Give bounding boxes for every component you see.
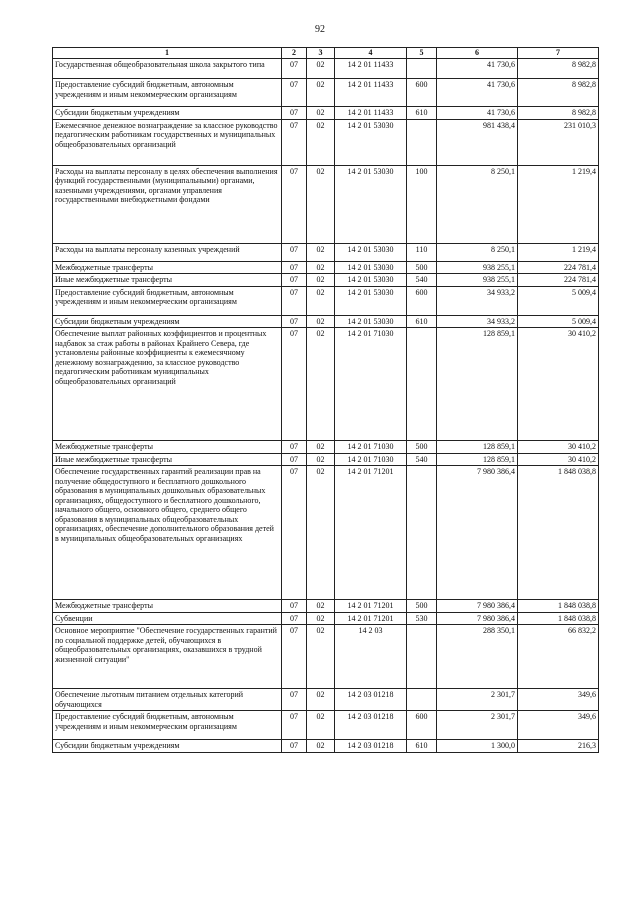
expense-type-cell (407, 689, 437, 711)
amount-cell-col7: 349,6 (518, 689, 599, 711)
target-article-cell: 14 2 01 53030 (335, 274, 407, 287)
table-row (53, 740, 599, 753)
header-cell: 5 (407, 48, 437, 59)
header-cell: 7 (518, 48, 599, 59)
expense-type-cell: 610 (407, 107, 437, 120)
table-row (53, 274, 599, 287)
amount-cell-col6: 41 730,6 (437, 107, 518, 120)
expense-type-cell (407, 119, 437, 165)
expense-type-cell: 500 (407, 441, 437, 454)
target-article-cell: 14 2 01 53030 (335, 261, 407, 274)
description-cell: Обеспечение государственных гарантий реализации прав на получение общедоступного и бесплатного дошкольного образования в муниципальных дошкольных образовательных организациях, общедоступного и бесплатного дошкольного, начального общего, основного общего, среднего общего образования в муниципальных общеобразовательных организациях, обеспечение дополнительного образования детей в муниципальных общеобразовательных организациях (53, 466, 282, 600)
section-code-cell: 07 (282, 441, 307, 454)
description-cell: Межбюджетные трансферты (53, 600, 282, 613)
section-code-cell: 07 (282, 243, 307, 261)
expense-type-cell: 110 (407, 243, 437, 261)
table-row (53, 600, 599, 613)
target-article-cell: 14 2 01 53030 (335, 243, 407, 261)
amount-cell-col6: 2 301,7 (437, 689, 518, 711)
subsection-code-cell: 02 (307, 119, 335, 165)
table-row (53, 165, 599, 243)
amount-cell-col7: 8 982,8 (518, 107, 599, 120)
amount-cell-col7: 66 832,2 (518, 625, 599, 689)
expense-type-cell: 600 (407, 79, 437, 107)
expense-type-cell: 530 (407, 612, 437, 625)
subsection-code-cell: 02 (307, 59, 335, 79)
description-cell: Обеспечение льготным питанием отдельных категорий обучающихся (53, 689, 282, 711)
table-row (53, 79, 599, 107)
target-article-cell: 14 2 01 53030 (335, 315, 407, 328)
amount-cell-col6: 128 859,1 (437, 453, 518, 466)
target-article-cell: 14 2 01 11433 (335, 59, 407, 79)
amount-cell-col7: 30 410,2 (518, 328, 599, 441)
target-article-cell: 14 2 01 11433 (335, 107, 407, 120)
amount-cell-col6: 1 300,0 (437, 740, 518, 753)
page-number: 92 (315, 24, 325, 35)
header-cell: 4 (335, 48, 407, 59)
section-code-cell: 07 (282, 107, 307, 120)
description-cell: Предоставление субсидий бюджетным, автономным учреждениям и иным некоммерческим организациям (53, 286, 282, 315)
amount-cell-col7: 224 781,4 (518, 274, 599, 287)
target-article-cell: 14 2 01 53030 (335, 165, 407, 243)
subsection-code-cell: 02 (307, 689, 335, 711)
amount-cell-col7: 8 982,8 (518, 59, 599, 79)
subsection-code-cell: 02 (307, 328, 335, 441)
expense-type-cell: 610 (407, 740, 437, 753)
section-code-cell: 07 (282, 315, 307, 328)
section-code-cell: 07 (282, 612, 307, 625)
table-row (53, 711, 599, 740)
amount-cell-col7: 30 410,2 (518, 441, 599, 454)
subsection-code-cell: 02 (307, 453, 335, 466)
section-code-cell: 07 (282, 119, 307, 165)
subsection-code-cell: 02 (307, 441, 335, 454)
expense-type-cell: 100 (407, 165, 437, 243)
expense-type-cell: 540 (407, 453, 437, 466)
subsection-code-cell: 02 (307, 625, 335, 689)
target-article-cell: 14 2 01 71030 (335, 453, 407, 466)
expense-type-cell: 600 (407, 711, 437, 740)
section-code-cell: 07 (282, 286, 307, 315)
description-cell: Расходы на выплаты персоналу казенных учреждений (53, 243, 282, 261)
header-row (53, 48, 599, 59)
subsection-code-cell: 02 (307, 740, 335, 753)
target-article-cell: 14 2 01 71030 (335, 328, 407, 441)
amount-cell-col6: 8 250,1 (437, 243, 518, 261)
target-article-cell: 14 2 03 01218 (335, 740, 407, 753)
subsection-code-cell: 02 (307, 466, 335, 600)
amount-cell-col7: 231 010,3 (518, 119, 599, 165)
amount-cell-col7: 30 410,2 (518, 453, 599, 466)
section-code-cell: 07 (282, 625, 307, 689)
description-cell: Обеспечение выплат районных коэффициентов и процентных надбавок за стаж работы в районах Крайнего Севера, где установлены районные коэффициенты к ежемесячному денежному вознаграждению, за классное руководство педагогическим работникам муниципальных общеобразовательных организаций (53, 328, 282, 441)
amount-cell-col7: 8 982,8 (518, 79, 599, 107)
table-row (53, 107, 599, 120)
subsection-code-cell: 02 (307, 261, 335, 274)
description-cell: Иные межбюджетные трансферты (53, 453, 282, 466)
table-row (53, 261, 599, 274)
section-code-cell: 07 (282, 328, 307, 441)
subsection-code-cell: 02 (307, 274, 335, 287)
description-cell: Предоставление субсидий бюджетным, автономным учреждениям и иным некоммерческим организациям (53, 711, 282, 740)
amount-cell-col6: 288 350,1 (437, 625, 518, 689)
table-body (53, 59, 599, 753)
amount-cell-col7: 1 848 038,8 (518, 600, 599, 613)
table-row (53, 119, 599, 165)
amount-cell-col6: 41 730,6 (437, 79, 518, 107)
table-row (53, 286, 599, 315)
header-cell: 3 (307, 48, 335, 59)
section-code-cell: 07 (282, 79, 307, 107)
description-cell: Субсидии бюджетным учреждениям (53, 315, 282, 328)
expense-type-cell (407, 59, 437, 79)
section-code-cell: 07 (282, 274, 307, 287)
description-cell: Предоставление субсидий бюджетным, автономным учреждениям и иным некоммерческим организациям (53, 79, 282, 107)
description-cell: Ежемесячное денежное вознаграждение за классное руководство педагогическим работникам государственных и муниципальных общеобразовательных организаций (53, 119, 282, 165)
amount-cell-col6: 938 255,1 (437, 274, 518, 287)
header-cell: 6 (437, 48, 518, 59)
subsection-code-cell: 02 (307, 107, 335, 120)
subsection-code-cell: 02 (307, 600, 335, 613)
target-article-cell: 14 2 01 71201 (335, 600, 407, 613)
header-cell: 1 (53, 48, 282, 59)
amount-cell-col7: 224 781,4 (518, 261, 599, 274)
amount-cell-col7: 1 848 038,8 (518, 612, 599, 625)
target-article-cell: 14 2 01 71201 (335, 466, 407, 600)
target-article-cell: 14 2 03 (335, 625, 407, 689)
description-cell: Межбюджетные трансферты (53, 261, 282, 274)
table-row (53, 612, 599, 625)
description-cell: Расходы на выплаты персоналу в целях обеспечения выполнения функций государственными (муниципальными) органами, казенными учреждениями, органами управления государственными внебюджетными фондами (53, 165, 282, 243)
expense-type-cell (407, 466, 437, 600)
target-article-cell: 14 2 01 53030 (335, 119, 407, 165)
description-cell: Государственная общеобразовательная школа закрытого типа (53, 59, 282, 79)
expense-type-cell: 500 (407, 600, 437, 613)
budget-table (52, 47, 599, 753)
table-row (53, 59, 599, 79)
table-row (53, 243, 599, 261)
subsection-code-cell: 02 (307, 286, 335, 315)
amount-cell-col6: 128 859,1 (437, 441, 518, 454)
amount-cell-col6: 128 859,1 (437, 328, 518, 441)
description-cell: Субсидии бюджетным учреждениям (53, 107, 282, 120)
table-row (53, 315, 599, 328)
amount-cell-col6: 34 933,2 (437, 286, 518, 315)
amount-cell-col7: 216,3 (518, 740, 599, 753)
amount-cell-col7: 5 009,4 (518, 315, 599, 328)
amount-cell-col7: 1 848 038,8 (518, 466, 599, 600)
subsection-code-cell: 02 (307, 165, 335, 243)
amount-cell-col6: 34 933,2 (437, 315, 518, 328)
description-cell: Субвенции (53, 612, 282, 625)
table-row (53, 466, 599, 600)
description-cell: Межбюджетные трансферты (53, 441, 282, 454)
amount-cell-col6: 8 250,1 (437, 165, 518, 243)
expense-type-cell: 500 (407, 261, 437, 274)
section-code-cell: 07 (282, 689, 307, 711)
expense-type-cell: 540 (407, 274, 437, 287)
target-article-cell: 14 2 03 01218 (335, 689, 407, 711)
target-article-cell: 14 2 01 53030 (335, 286, 407, 315)
target-article-cell: 14 2 01 71201 (335, 612, 407, 625)
subsection-code-cell: 02 (307, 315, 335, 328)
section-code-cell: 07 (282, 59, 307, 79)
section-code-cell: 07 (282, 600, 307, 613)
section-code-cell: 07 (282, 740, 307, 753)
section-code-cell: 07 (282, 711, 307, 740)
amount-cell-col6: 7 980 386,4 (437, 600, 518, 613)
description-cell: Иные межбюджетные трансферты (53, 274, 282, 287)
amount-cell-col6: 938 255,1 (437, 261, 518, 274)
subsection-code-cell: 02 (307, 243, 335, 261)
amount-cell-col7: 1 219,4 (518, 243, 599, 261)
description-cell: Субсидии бюджетным учреждениям (53, 740, 282, 753)
amount-cell-col6: 981 438,4 (437, 119, 518, 165)
amount-cell-col6: 41 730,6 (437, 59, 518, 79)
table-row (53, 453, 599, 466)
table-row (53, 689, 599, 711)
amount-cell-col7: 349,6 (518, 711, 599, 740)
table-row (53, 328, 599, 441)
section-code-cell: 07 (282, 261, 307, 274)
header-cell: 2 (282, 48, 307, 59)
section-code-cell: 07 (282, 453, 307, 466)
amount-cell-col7: 1 219,4 (518, 165, 599, 243)
expense-type-cell: 600 (407, 286, 437, 315)
target-article-cell: 14 2 01 71030 (335, 441, 407, 454)
amount-cell-col6: 7 980 386,4 (437, 612, 518, 625)
expense-type-cell: 610 (407, 315, 437, 328)
section-code-cell: 07 (282, 165, 307, 243)
section-code-cell: 07 (282, 466, 307, 600)
subsection-code-cell: 02 (307, 711, 335, 740)
subsection-code-cell: 02 (307, 612, 335, 625)
expense-type-cell (407, 625, 437, 689)
amount-cell-col6: 2 301,7 (437, 711, 518, 740)
table-row (53, 625, 599, 689)
expense-type-cell (407, 328, 437, 441)
subsection-code-cell: 02 (307, 79, 335, 107)
table-row (53, 441, 599, 454)
amount-cell-col6: 7 980 386,4 (437, 466, 518, 600)
target-article-cell: 14 2 03 01218 (335, 711, 407, 740)
amount-cell-col7: 5 009,4 (518, 286, 599, 315)
target-article-cell: 14 2 01 11433 (335, 79, 407, 107)
description-cell: Основное мероприятие "Обеспечение государственных гарантий по социальной поддержке детей, обучающихся в общеобразовательных организациях, оказавшихся в трудной жизненной ситуации" (53, 625, 282, 689)
